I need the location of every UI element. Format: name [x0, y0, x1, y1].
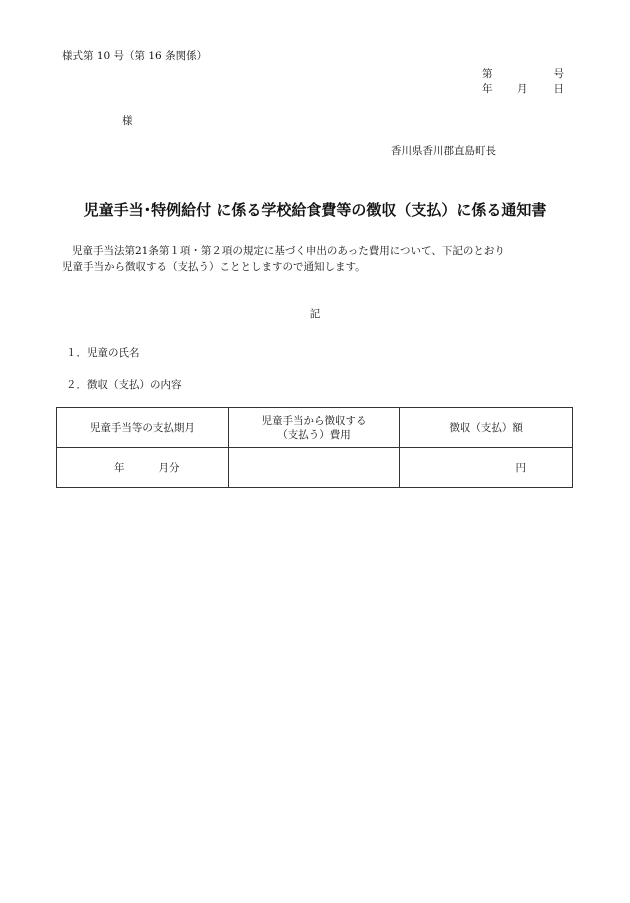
date-day-label: 日 [553, 83, 564, 95]
header-collected-cost [228, 408, 400, 448]
date-month-label: 月 [517, 83, 528, 95]
amount-cell[interactable] [400, 448, 573, 488]
document-number-suffix: 号 [553, 68, 564, 80]
document-title: 児童手当･特例給付 に係る学校給食費等の徴収（支払）に係る通知書 [83, 201, 547, 219]
issue-date [482, 83, 564, 96]
payment-month-cell[interactable] [57, 448, 229, 488]
form-number: 様式第 10 号（第 16 条関係） [62, 50, 208, 62]
sender-name: 香川県香川郡直島町長 [391, 145, 496, 157]
month-unit-label: 月分 [158, 462, 180, 474]
year-unit-label: 年 [114, 462, 125, 474]
header-amount: 徴収（支払）額 [400, 408, 573, 448]
body-paragraph [62, 243, 562, 275]
ki-heading: 記 [309, 308, 321, 320]
document-number [482, 68, 564, 81]
header-collected-cost-line1: 児童手当から徴収する [261, 414, 367, 427]
item-collection-details: ２．徴収（支払）の内容 [66, 379, 182, 391]
addressee-honorific: 様 [122, 115, 133, 127]
document-number-prefix: 第 [482, 68, 493, 80]
body-line-1: 児童手当法第21条第１項・第２項の規定に基づく申出のあった費用について、下記のとおり [72, 245, 505, 257]
yen-unit-label: 円 [515, 462, 526, 474]
cost-cell[interactable] [228, 448, 400, 488]
item-child-name: １．児童の氏名 [66, 347, 140, 359]
table-header-row [57, 408, 573, 448]
date-year-label: 年 [482, 83, 493, 95]
body-line-2: 児童手当から徴収する（支払う）こととしますので通知します。 [62, 261, 366, 273]
collection-table [56, 407, 573, 488]
table-row [57, 448, 573, 488]
header-collected-cost-line2: （支払う）費用 [277, 428, 351, 441]
header-payment-month: 児童手当等の支払期月 [57, 408, 229, 448]
